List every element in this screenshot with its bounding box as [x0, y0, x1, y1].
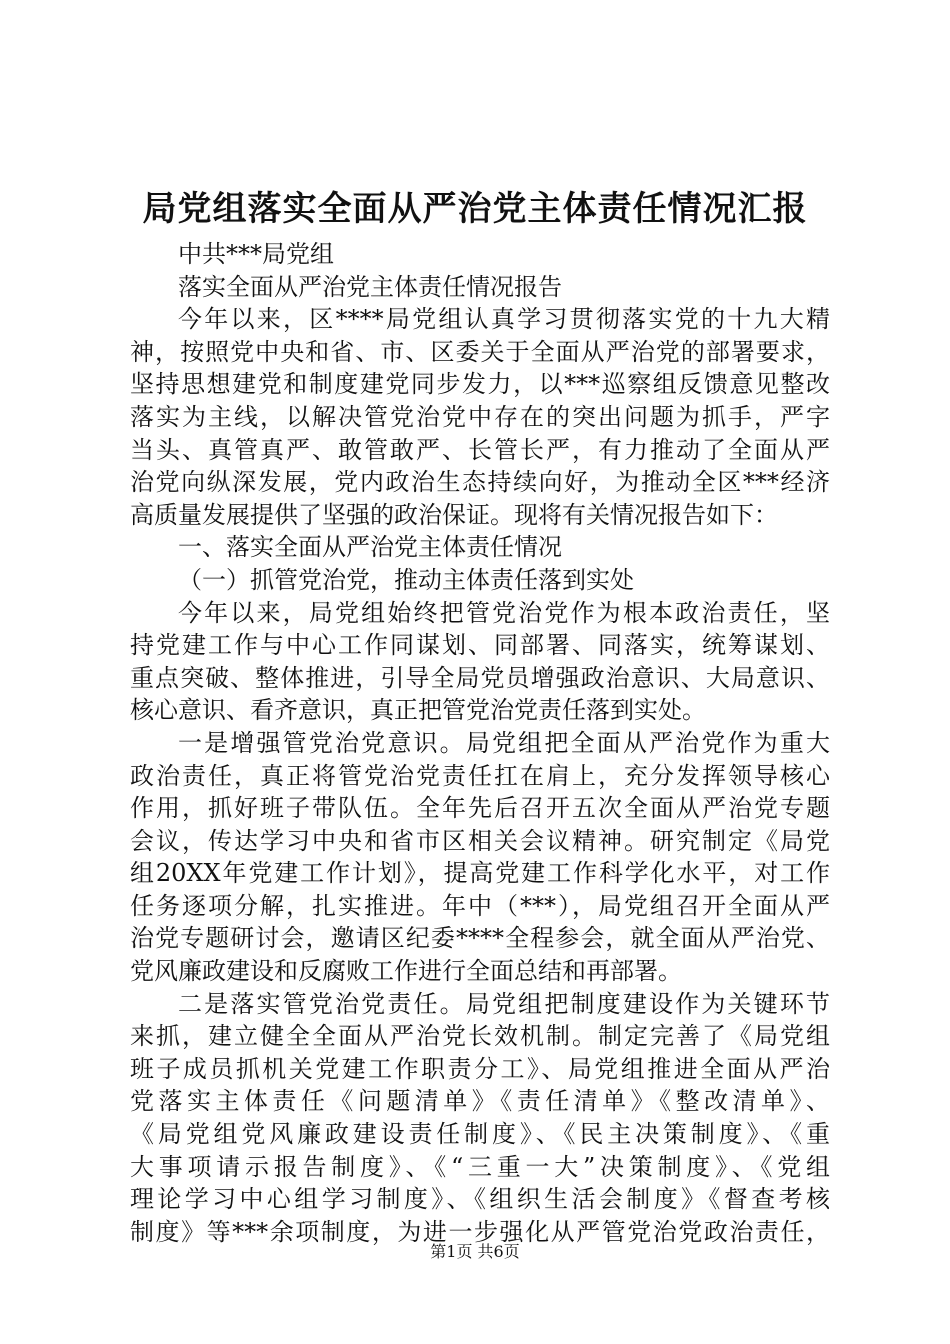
body-text-line: 落实全面从严治党主体责任情况报告 [178, 272, 562, 301]
body-text-line: 党落实主体责任《问题清单》《责任清单》《整改清单》、 [130, 1087, 830, 1116]
body-text-line: 党风廉政建设和反腐败工作进行全面总结和再部署。 [130, 957, 682, 986]
body-text-line: 班子成员抓机关党建工作职责分工》、局党组推进全面从严治 [130, 1054, 830, 1083]
body-text-line: 政治责任，真正将管党治党责任扛在肩上，充分发挥领导核心 [130, 761, 830, 790]
body-text-line: 会议，传达学习中央和省市区相关会议精神。研究制定《局党 [130, 826, 830, 855]
body-text-line: 二是落实管党治党责任。局党组把制度建设作为关键环节 [178, 989, 830, 1018]
body-text-line: 一是增强管党治党意识。局党组把全面从严治党作为重大 [178, 728, 830, 757]
body-text-line: 重点突破、整体推进，引导全局党员增强政治意识、大局意识、 [130, 663, 830, 692]
body-text-line: 当头、真管真严、敢管敢严、长管长严，有力推动了全面从严 [130, 435, 830, 464]
body-text-line: 落实为主线，以解决管党治党中存在的突出问题为抓手，严字 [130, 402, 830, 431]
body-text-line: （一）抓管党治党，推动主体责任落到实处 [178, 565, 634, 594]
body-text-line: 大事项请示报告制度》、《“三重一大”决策制度》、《党组 [130, 1152, 830, 1181]
body-text-line: 持党建工作与中心工作同谋划、同部署、同落实，统筹谋划、 [130, 631, 830, 660]
body-text-line: 坚持思想建党和制度建党同步发力，以***巡察组反馈意见整改 [130, 370, 830, 399]
body-text-line: 组20XX年党建工作计划》，提高党建工作科学化水平，对工作 [130, 859, 830, 888]
body-text-line: 来抓，建立健全全面从严治党长效机制。制定完善了《局党组 [130, 1022, 830, 1051]
document-body [130, 238, 830, 1248]
document-title: 局党组落实全面从严治党主体责任情况汇报 [142, 189, 808, 229]
body-text-line: 作用，抓好班子带队伍。全年先后召开五次全面从严治党专题 [130, 794, 830, 823]
body-text-line: 一、落实全面从严治党主体责任情况 [178, 533, 562, 562]
body-text-line: 理论学习中心组学习制度》、《组织生活会制度》《督查考核 [130, 1185, 830, 1214]
body-text-line: 神，按照党中央和省、市、区委关于全面从严治党的部署要求， [130, 337, 830, 366]
body-text-line: 《局党组党风廉政建设责任制度》、《民主决策制度》、《重 [130, 1120, 830, 1149]
body-text-line: 制度》等***余项制度，为进一步强化从严管党治党政治责任， [130, 1217, 830, 1246]
body-text-line: 核心意识、看齐意识，真正把管党治党责任落到实处。 [130, 696, 706, 725]
body-text-line: 今年以来，局党组始终把管党治党作为根本政治责任，坚 [178, 598, 830, 627]
body-text-line: 治党专题研讨会，邀请区纪委****全程参会，就全面从严治党、 [130, 924, 830, 953]
body-text-line: 今年以来，区****局党组认真学习贯彻落实党的十九大精 [178, 305, 830, 334]
body-text-line: 中共***局党组 [178, 240, 334, 268]
body-text-line: 治党向纵深发展，党内政治生态持续向好，为推动全区***经济 [130, 468, 830, 497]
body-text-line: 高质量发展提供了坚强的政治保证。现将有关情况报告如下： [130, 500, 778, 529]
body-text-line: 任务逐项分解，扎实推进。年中（***），局党组召开全面从严 [130, 891, 830, 920]
page-number-footer: 第1页 共6页 [430, 1242, 520, 1261]
